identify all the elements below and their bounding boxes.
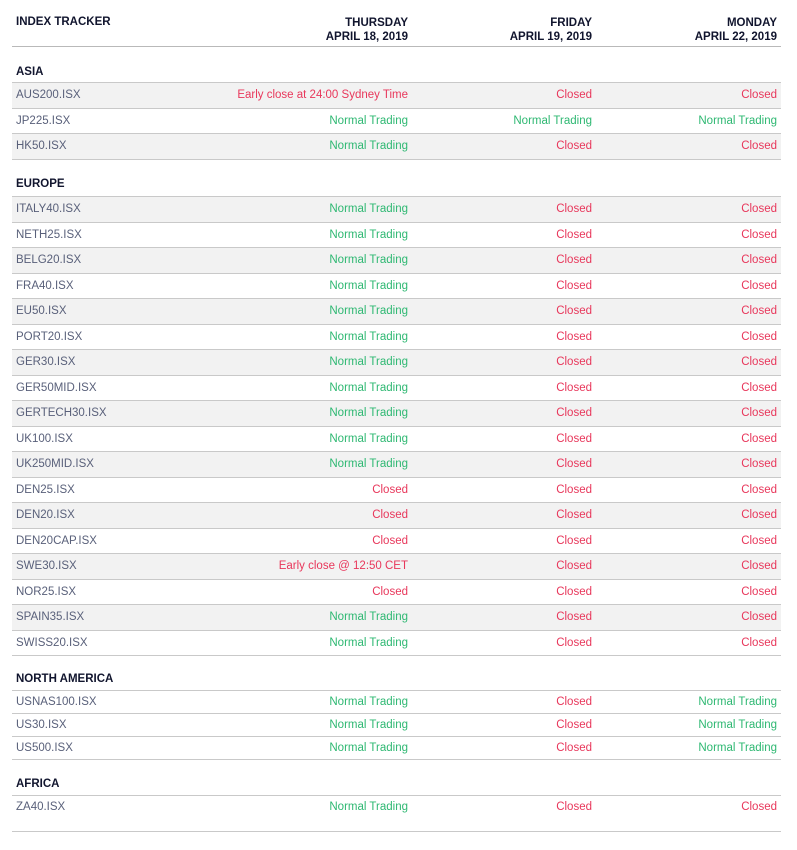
status-cell: Closed	[741, 381, 777, 394]
status-cell: Closed	[556, 534, 592, 547]
column-header-friday	[392, 16, 592, 44]
table-row	[12, 134, 781, 160]
table-row	[12, 83, 781, 109]
status-cell: Normal Trading	[698, 114, 777, 127]
symbol-cell: US500.ISX	[16, 742, 73, 754]
status-cell: Normal Trading	[329, 203, 408, 215]
symbol-cell: AUS200.ISX	[16, 89, 81, 101]
symbol-cell: BELG20.ISX	[16, 254, 82, 266]
table-row	[12, 691, 781, 714]
status-cell: Closed	[556, 611, 592, 623]
symbol-cell: FRA40.ISX	[16, 279, 74, 292]
status-cell: Closed	[556, 356, 592, 368]
symbol-cell: SWISS20.ISX	[16, 636, 88, 649]
table-row	[12, 223, 781, 249]
status-cell: Normal Trading	[329, 279, 408, 292]
table-row	[12, 401, 781, 427]
status-cell: Closed	[556, 432, 592, 445]
status-cell: Closed	[372, 534, 408, 547]
table-row	[12, 350, 781, 376]
symbol-cell: GER30.ISX	[16, 356, 76, 368]
symbol-cell: HK50.ISX	[16, 140, 67, 152]
table-title: INDEX TRACKER	[16, 16, 111, 28]
column-day: FRIDAY	[550, 17, 592, 29]
status-cell: Normal Trading	[329, 432, 408, 445]
status-cell: Closed	[556, 330, 592, 343]
status-cell: Normal Trading	[329, 611, 408, 623]
status-cell: Closed	[741, 560, 777, 572]
column-date: APRIL 22, 2019	[694, 31, 777, 43]
status-cell: Closed	[741, 432, 777, 445]
status-cell: Closed	[741, 279, 777, 292]
symbol-cell: EU50.ISX	[16, 305, 67, 317]
table-row	[12, 580, 781, 606]
status-cell: Closed	[741, 305, 777, 317]
table-row	[12, 109, 781, 135]
status-cell: Closed	[556, 458, 592, 470]
symbol-cell: UK100.ISX	[16, 432, 73, 445]
status-cell: Normal Trading	[329, 228, 408, 241]
status-cell: Normal Trading	[329, 742, 408, 754]
symbol-cell: NETH25.ISX	[16, 228, 82, 241]
section-title-asia: ASIA	[16, 66, 44, 78]
status-cell: Closed	[556, 228, 592, 241]
symbol-cell: ITALY40.ISX	[16, 203, 81, 215]
status-cell: Closed	[741, 509, 777, 521]
symbol-cell: USNAS100.ISX	[16, 696, 97, 708]
table-header	[12, 0, 781, 47]
symbol-cell: NOR25.ISX	[16, 585, 77, 598]
status-cell: Closed	[556, 560, 592, 572]
status-cell: Closed	[372, 509, 408, 521]
status-cell: Closed	[556, 509, 592, 521]
status-cell: Closed	[556, 140, 592, 152]
status-cell: Closed	[741, 330, 777, 343]
status-cell: Normal Trading	[329, 381, 408, 394]
status-cell: Closed	[741, 458, 777, 470]
symbol-cell: US30.ISX	[16, 719, 67, 731]
status-cell: Normal Trading	[698, 719, 777, 731]
status-cell: Normal Trading	[698, 696, 777, 708]
status-cell: Early close @ 12:50 CET	[278, 560, 408, 572]
status-cell: Closed	[741, 407, 777, 419]
status-cell: Closed	[741, 534, 777, 547]
symbol-cell: ZA40.ISX	[16, 801, 66, 813]
column-header-thursday	[208, 16, 408, 44]
status-cell: Closed	[556, 742, 592, 754]
status-cell: Closed	[741, 140, 777, 152]
table-row	[12, 452, 781, 478]
status-cell: Closed	[556, 381, 592, 394]
status-cell: Normal Trading	[329, 305, 408, 317]
status-cell: Closed	[741, 611, 777, 623]
symbol-cell: GER50MID.ISX	[16, 381, 97, 394]
symbol-cell: JP225.ISX	[16, 114, 71, 127]
status-cell: Closed	[741, 228, 777, 241]
symbol-cell: PORT20.ISX	[16, 330, 83, 343]
table-row	[12, 299, 781, 325]
status-cell: Closed	[556, 279, 592, 292]
symbol-cell: SWE30.ISX	[16, 560, 77, 572]
status-cell: Normal Trading	[329, 696, 408, 708]
status-cell: Closed	[556, 636, 592, 649]
status-cell: Normal Trading	[329, 254, 408, 266]
status-cell: Normal Trading	[329, 719, 408, 731]
column-day: MONDAY	[726, 17, 777, 29]
status-cell: Normal Trading	[329, 140, 408, 152]
status-cell: Closed	[741, 585, 777, 598]
status-cell: Normal Trading	[329, 801, 408, 813]
symbol-cell: DEN25.ISX	[16, 483, 75, 496]
symbol-cell: UK250MID.ISX	[16, 458, 94, 470]
status-cell: Closed	[556, 585, 592, 598]
section-title-europe: EUROPE	[16, 178, 65, 190]
status-cell: Normal Trading	[698, 742, 777, 754]
section-title-north-america: NORTH AMERICA	[16, 673, 114, 685]
status-cell: Closed	[741, 801, 777, 813]
status-cell: Early close at 24:00 Sydney Time	[237, 89, 408, 101]
status-cell: Closed	[741, 203, 777, 215]
table-row	[12, 427, 781, 453]
status-cell: Closed	[556, 696, 592, 708]
status-cell: Normal Trading	[329, 458, 408, 470]
symbol-cell: SPAIN35.ISX	[16, 611, 85, 623]
table-row	[12, 737, 781, 760]
table-row	[12, 248, 781, 274]
table-row	[12, 325, 781, 351]
table-row	[12, 605, 781, 631]
status-cell: Normal Trading	[513, 114, 592, 127]
status-cell: Closed	[741, 483, 777, 496]
status-cell: Closed	[372, 585, 408, 598]
status-cell: Closed	[741, 89, 777, 101]
column-date: APRIL 19, 2019	[509, 31, 592, 43]
status-cell: Closed	[556, 483, 592, 496]
status-cell: Closed	[556, 407, 592, 419]
status-cell: Closed	[556, 801, 592, 813]
table-row	[12, 529, 781, 555]
table-row	[12, 197, 781, 223]
column-header-monday	[577, 16, 777, 44]
table-row	[12, 376, 781, 402]
status-cell: Closed	[741, 254, 777, 266]
table-row	[12, 274, 781, 300]
table-row	[12, 631, 781, 657]
status-cell: Normal Trading	[329, 114, 408, 127]
status-cell: Normal Trading	[329, 407, 408, 419]
status-cell: Closed	[556, 719, 592, 731]
table-row	[12, 503, 781, 529]
status-cell: Closed	[556, 305, 592, 317]
symbol-cell: DEN20CAP.ISX	[16, 534, 97, 547]
symbol-cell: DEN20.ISX	[16, 509, 75, 521]
status-cell: Closed	[741, 356, 777, 368]
column-date: APRIL 18, 2019	[325, 31, 408, 43]
symbol-cell: GERTECH30.ISX	[16, 407, 107, 419]
status-cell: Closed	[556, 89, 592, 101]
status-cell: Normal Trading	[329, 356, 408, 368]
status-cell: Closed	[556, 254, 592, 266]
status-cell: Normal Trading	[329, 636, 408, 649]
column-day: THURSDAY	[345, 17, 408, 29]
table-row	[12, 714, 781, 737]
table-row	[12, 478, 781, 504]
status-cell: Closed	[372, 483, 408, 496]
table-row	[12, 554, 781, 580]
status-cell: Closed	[556, 203, 592, 215]
status-cell: Normal Trading	[329, 330, 408, 343]
section-title-africa: AFRICA	[16, 778, 60, 790]
table-row	[12, 796, 781, 832]
status-cell: Closed	[741, 636, 777, 649]
